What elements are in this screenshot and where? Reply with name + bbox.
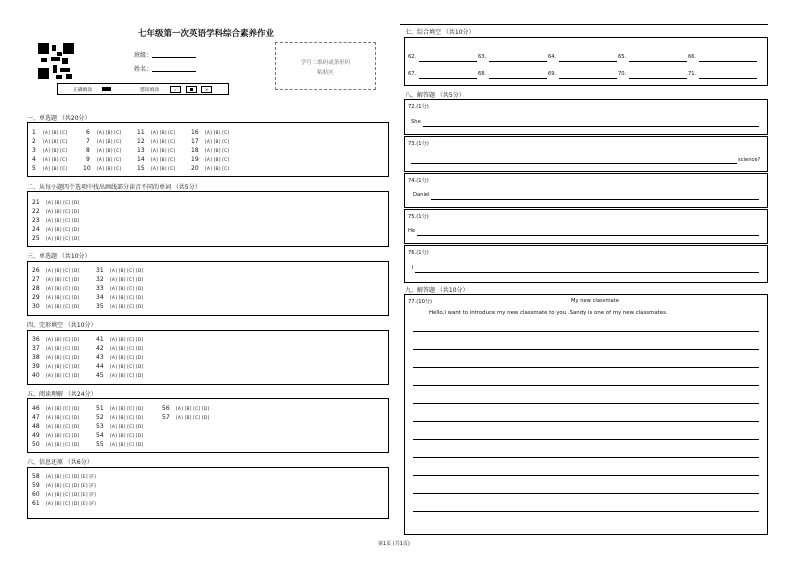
answer-options[interactable]: [A] [B] [C]: [43, 149, 68, 154]
q76-answer-line[interactable]: [415, 272, 759, 273]
top-rule: [400, 24, 768, 25]
answer-options[interactable]: [A] [B] [C] [D]: [110, 416, 144, 421]
answer-row: [86, 146, 121, 155]
answer-options[interactable]: [A] [B] [C]: [151, 131, 176, 136]
question-label: science?: [738, 157, 761, 163]
answer-row: [32, 362, 79, 371]
answer-row: [96, 353, 143, 362]
answer-row: [32, 146, 67, 155]
answer-options[interactable]: [A] [B] [C]: [43, 158, 68, 163]
answer-options[interactable]: [A] [B] [C] [D]: [110, 338, 144, 343]
answer-options[interactable]: [A] [B] [C] [D] [E] [F]: [46, 502, 96, 507]
answer-options[interactable]: [A] [B] [C]: [205, 140, 230, 145]
answer-row: [96, 404, 143, 413]
question-number: 18: [191, 147, 199, 154]
answer-row: [32, 344, 79, 353]
question-label: 76.(1分): [408, 250, 429, 256]
answer-row: [96, 371, 143, 380]
answer-line[interactable]: [559, 78, 617, 79]
name-label: 姓名：: [134, 66, 153, 73]
answer-options[interactable]: [A] [B] [C] [D]: [46, 269, 80, 274]
answer-options[interactable]: [A] [B] [C] [D]: [46, 305, 80, 310]
question-label: 69.: [548, 71, 557, 77]
section-1-box: [27, 122, 389, 177]
writing-line[interactable]: [413, 403, 759, 404]
question-label: 62.: [408, 54, 417, 60]
answer-options[interactable]: [A] [B] [C] [D]: [110, 356, 144, 361]
answer-row: [86, 128, 121, 137]
answer-row: [32, 490, 96, 499]
question-number: 58: [32, 473, 40, 480]
answer-line[interactable]: [629, 61, 687, 62]
q72-box: [404, 99, 768, 135]
question-number: 48: [32, 423, 40, 430]
section-5-title: 五、阅读理解 （共24分）: [27, 391, 97, 398]
answer-row: [32, 302, 79, 311]
answer-row: [32, 499, 96, 508]
answer-options[interactable]: [A] [B] [C] [D]: [46, 365, 80, 370]
section-2-box: [27, 191, 389, 247]
question-number: 51: [96, 405, 104, 412]
question-number: 24: [32, 226, 40, 233]
question-number: 2: [32, 138, 36, 145]
answer-options[interactable]: [A] [B] [C]: [205, 149, 230, 154]
question-label: 68.: [478, 71, 487, 77]
question-number: 33: [96, 285, 104, 292]
question-number: 23: [32, 217, 40, 224]
question-number: 29: [32, 294, 40, 301]
answer-options[interactable]: [A] [B] [C]: [43, 140, 68, 145]
question-number: 28: [32, 285, 40, 292]
q74-box: [404, 173, 768, 208]
answer-row: [191, 146, 229, 155]
question-number: 8: [86, 147, 90, 154]
section-9-title: 九、解答题 （共10分）: [405, 287, 469, 294]
essay-title: My new classmate: [571, 298, 619, 304]
section-6-title: 六、信息还原 （共6分）: [27, 459, 93, 466]
question-number: 44: [96, 363, 104, 370]
question-number: 32: [96, 276, 104, 283]
answer-row: [96, 266, 143, 275]
q72-answer-line[interactable]: [423, 126, 759, 127]
sticker-text-2: 粘贴区: [317, 70, 334, 76]
question-label: I: [412, 265, 414, 271]
writing-line[interactable]: [413, 421, 759, 422]
answer-line[interactable]: [419, 61, 477, 62]
filled-box-icon: [102, 87, 111, 91]
question-label: 77.(10分): [408, 299, 433, 305]
question-label: She: [411, 119, 421, 125]
page-title: 七年级第一次英语学科综合素养作业: [138, 29, 275, 39]
fill-legend: [57, 83, 229, 95]
answer-options[interactable]: [A] [B] [C]: [43, 167, 68, 172]
question-number: 5: [32, 165, 36, 172]
question-number: 3: [32, 147, 36, 154]
section-3-title: 三、单选题 （共10分）: [27, 253, 91, 260]
barcode-sticker-area: [275, 42, 376, 90]
cross-box-icon: ✕: [201, 86, 212, 93]
answer-row: [32, 155, 67, 164]
answer-row: [32, 404, 79, 413]
answer-options[interactable]: [A] [B] [C] [D]: [110, 296, 144, 301]
answer-row: [32, 128, 67, 137]
question-number: 17: [191, 138, 199, 145]
answer-options[interactable]: [A] [B] [C] [D]: [110, 425, 144, 430]
answer-options[interactable]: [A] [B] [C] [D]: [110, 347, 144, 352]
question-label: 74.(1分): [408, 178, 429, 184]
answer-options[interactable]: [A] [B] [C] [D]: [110, 434, 144, 439]
answer-options[interactable]: [A] [B] [C]: [205, 158, 230, 163]
answer-options[interactable]: [A] [B] [C] [D]: [46, 287, 80, 292]
question-number: 14: [137, 156, 145, 163]
answer-line[interactable]: [489, 78, 547, 79]
question-number: 34: [96, 294, 104, 301]
dot-box-icon: [186, 86, 197, 93]
fill-wrong-label: 错误填涂: [140, 88, 160, 93]
answer-row: [32, 413, 79, 422]
answer-options[interactable]: [A] [B] [C]: [97, 158, 122, 163]
answer-row: [32, 234, 79, 243]
options-abc[interactable]: [A] [B] [C]: [43, 131, 68, 136]
question-number: 55: [96, 441, 104, 448]
question-number: 6: [86, 129, 90, 136]
question-number: 9: [86, 156, 90, 163]
answer-row: [191, 155, 229, 164]
answer-options[interactable]: [A] [B] [C] [D]: [110, 407, 144, 412]
question-label: 75.(1分): [408, 214, 429, 220]
writing-line[interactable]: [413, 493, 759, 494]
answer-line[interactable]: [559, 61, 617, 62]
section-7-title: 七、综合填空 （共10分）: [405, 29, 475, 36]
question-number: 56: [162, 405, 170, 412]
answer-row: [191, 128, 229, 137]
question-number: 11: [137, 129, 145, 136]
answer-row: [32, 216, 79, 225]
qr-code: [38, 43, 74, 79]
section-3-box: [27, 261, 389, 316]
question-label: 63.: [478, 54, 487, 60]
answer-options[interactable]: [A] [B] [C]: [151, 158, 176, 163]
answer-row: [96, 362, 143, 371]
section-4-box: [27, 330, 389, 385]
answer-row: [32, 266, 79, 275]
answer-row: [162, 413, 209, 422]
answer-options[interactable]: [A] [B] [C] [D]: [46, 443, 80, 448]
writing-line[interactable]: [413, 367, 759, 368]
answer-row: [32, 353, 79, 362]
answer-row: [32, 440, 79, 449]
question-number: 20: [191, 165, 199, 172]
q75-box: [404, 209, 768, 244]
question-number: 16: [191, 129, 199, 136]
answer-row: [32, 284, 79, 293]
question-label: He: [408, 228, 416, 234]
answer-row: [162, 404, 209, 413]
name-field[interactable]: [152, 71, 196, 72]
question-number: 27: [32, 276, 40, 283]
question-number: 54: [96, 432, 104, 439]
answer-options[interactable]: [A] [B] [C] [D] [E] [F]: [46, 493, 96, 498]
writing-line[interactable]: [413, 457, 759, 458]
question-number: 50: [32, 441, 40, 448]
sticker-text-1: 学号二维码或条形码: [300, 60, 351, 66]
answer-row: [32, 198, 79, 207]
section-4-title: 四、完形填空 （共10分）: [27, 322, 97, 329]
question-number: 37: [32, 345, 40, 352]
question-number: 45: [96, 372, 104, 379]
section-2-title: 二、从每小题四个选项中找出画线部分读音不同的单词 （共5分）: [27, 184, 201, 191]
check-box-icon: ✓: [170, 86, 181, 93]
question-label: 66.: [688, 54, 697, 60]
answer-row: [137, 155, 175, 164]
answer-row: [32, 275, 79, 284]
answer-options[interactable]: [A] [B] [C]: [151, 140, 176, 145]
class-label: 班级：: [134, 52, 153, 59]
answer-options[interactable]: [A] [B] [C] [D]: [110, 365, 144, 370]
answer-options[interactable]: [A] [B] [C] [D]: [46, 296, 80, 301]
answer-line[interactable]: [699, 78, 757, 79]
answer-row: [96, 344, 143, 353]
writing-line[interactable]: [413, 349, 759, 350]
answer-options[interactable]: [A] [B] [C]: [151, 167, 176, 172]
question-number: 1: [32, 129, 36, 136]
answer-options[interactable]: [A] [B] [C] [D]: [46, 347, 80, 352]
section-5-box: [27, 398, 389, 453]
answer-row: [96, 422, 143, 431]
question-number: 25: [32, 235, 40, 242]
answer-options[interactable]: [A] [B] [C] [D]: [110, 278, 144, 283]
answer-line[interactable]: [699, 61, 757, 62]
question-number: 22: [32, 208, 40, 215]
answer-options[interactable]: [A] [B] [C] [D]: [110, 374, 144, 379]
answer-options[interactable]: [A] [B] [C] [D]: [46, 210, 80, 215]
answer-options[interactable]: [A] [B] [C] [D]: [110, 269, 144, 274]
answer-options[interactable]: [A] [B] [C] [D]: [46, 407, 80, 412]
question-number: 38: [32, 354, 40, 361]
q73-box: [404, 136, 768, 172]
question-number: 15: [137, 165, 145, 172]
answer-options[interactable]: [A] [B] [C] [D]: [110, 287, 144, 292]
question-label: 64.: [548, 54, 557, 60]
answer-options[interactable]: [A] [B] [C] [D] [E] [F]: [46, 475, 96, 480]
answer-options[interactable]: [A] [B] [C] [D] [E] [F]: [46, 484, 96, 489]
answer-options[interactable]: [A] [B] [C] [D]: [110, 443, 144, 448]
question-number: 53: [96, 423, 104, 430]
question-number: 12: [137, 138, 145, 145]
question-number: 49: [32, 432, 40, 439]
answer-row: [32, 472, 96, 481]
question-label: 73.(1分): [408, 141, 429, 147]
section-6-box: [27, 467, 389, 519]
answer-options[interactable]: [A] [B] [C] [D]: [46, 434, 80, 439]
section-8-title: 八、解答题 （共5分）: [405, 92, 465, 99]
question-number: 35: [96, 303, 104, 310]
answer-row: [86, 137, 121, 146]
answer-options[interactable]: [A] [B] [C]: [205, 131, 230, 136]
answer-row: [32, 207, 79, 216]
question-number: 40: [32, 372, 40, 379]
answer-options[interactable]: [A] [B] [C] [D]: [46, 416, 80, 421]
essay-intro: Hello,I want to introduce my new classmate to you .Sandy is one of my new classmates.: [429, 310, 668, 316]
answer-row: [32, 371, 79, 380]
writing-line[interactable]: [413, 475, 759, 476]
answer-options[interactable]: [A] [B] [C] [D]: [46, 237, 80, 242]
question-number: 4: [32, 156, 36, 163]
question-label: Daniel: [413, 192, 430, 198]
q77-box: [404, 294, 768, 535]
answer-options[interactable]: [A] [B] [C] [D]: [176, 407, 210, 412]
question-number: 39: [32, 363, 40, 370]
section-1-title: 一、单选题 （共20分）: [27, 115, 91, 122]
answer-options[interactable]: [A] [B] [C]: [97, 149, 122, 154]
answer-line[interactable]: [419, 78, 477, 79]
question-label: 71.: [688, 71, 697, 77]
writing-line[interactable]: [413, 511, 759, 512]
question-number: 41: [96, 336, 104, 343]
q76-box: [404, 245, 768, 283]
question-label: 72.(1分): [408, 104, 429, 110]
q75-answer-line[interactable]: [417, 235, 759, 236]
answer-row: [137, 164, 175, 173]
question-number: 7: [86, 138, 90, 145]
question-number: 13: [137, 147, 145, 154]
answer-options[interactable]: [A] [B] [C] [D]: [46, 278, 80, 283]
class-field[interactable]: [152, 57, 196, 58]
answer-row: [137, 146, 175, 155]
question-label: 70.: [618, 71, 627, 77]
answer-row: [191, 164, 229, 173]
answer-row: [32, 293, 79, 302]
question-number: 31: [96, 267, 104, 274]
question-number: 59: [32, 482, 40, 489]
answer-options[interactable]: [A] [B] [C] [D]: [110, 305, 144, 310]
answer-row: [96, 293, 143, 302]
answer-row: [137, 137, 175, 146]
answer-row: [137, 128, 175, 137]
q74-answer-line[interactable]: [431, 199, 759, 200]
question-number: 10: [83, 165, 91, 172]
answer-row: [32, 225, 79, 234]
answer-options[interactable]: [A] [B] [C] [D]: [46, 374, 80, 379]
question-number: 57: [162, 414, 170, 421]
question-number: 19: [191, 156, 199, 163]
q73-answer-line[interactable]: [411, 163, 737, 164]
question-number: 60: [32, 491, 40, 498]
writing-line[interactable]: [413, 439, 759, 440]
answer-row: [191, 137, 229, 146]
answer-options[interactable]: [A] [B] [C]: [151, 149, 176, 154]
answer-row: [32, 431, 79, 440]
answer-row: [96, 275, 143, 284]
question-label: 65.: [618, 54, 627, 60]
question-number: 52: [96, 414, 104, 421]
answer-options[interactable]: [A] [B] [C] [D]: [46, 425, 80, 430]
answer-row: [96, 302, 143, 311]
answer-options[interactable]: [A] [B] [C] [D]: [46, 228, 80, 233]
answer-row: [83, 164, 121, 173]
answer-options[interactable]: [A] [B] [C]: [97, 131, 122, 136]
question-number: 46: [32, 405, 40, 412]
answer-row: [32, 137, 67, 146]
answer-options[interactable]: [A] [B] [C]: [97, 140, 122, 145]
answer-options[interactable]: [A] [B] [C] [D]: [176, 416, 210, 421]
answer-row: [96, 335, 143, 344]
answer-row: [32, 335, 79, 344]
answer-row: [96, 440, 143, 449]
question-number: 21: [32, 199, 40, 206]
answer-options[interactable]: [A] [B] [C] [D]: [46, 356, 80, 361]
page-footer: 第1页 (共1页): [378, 541, 410, 547]
answer-options[interactable]: [A] [B] [C] [D]: [46, 201, 80, 206]
answer-row: [32, 422, 79, 431]
question-label: 67.: [408, 71, 417, 77]
answer-line[interactable]: [629, 78, 687, 79]
answer-options[interactable]: [A] [B] [C] [D]: [46, 219, 80, 224]
question-number: 43: [96, 354, 104, 361]
answer-line[interactable]: [489, 61, 547, 62]
question-number: 36: [32, 336, 40, 343]
answer-row: [32, 481, 96, 490]
answer-row: [96, 431, 143, 440]
answer-row: [96, 413, 143, 422]
question-number: 42: [96, 345, 104, 352]
section-7-box: [404, 37, 768, 86]
writing-line[interactable]: [413, 385, 759, 386]
answer-options[interactable]: [A] [B] [C]: [97, 167, 122, 172]
answer-row: [86, 155, 121, 164]
question-number: 26: [32, 267, 40, 274]
question-number: 30: [32, 303, 40, 310]
answer-options[interactable]: [A] [B] [C]: [205, 167, 230, 172]
question-number: 61: [32, 500, 40, 507]
answer-row: [96, 284, 143, 293]
answer-options[interactable]: [A] [B] [C] [D]: [46, 338, 80, 343]
writing-line[interactable]: [413, 331, 759, 332]
fill-correct-label: 正确填涂: [73, 88, 93, 93]
question-number: 47: [32, 414, 40, 421]
answer-row: [32, 164, 67, 173]
